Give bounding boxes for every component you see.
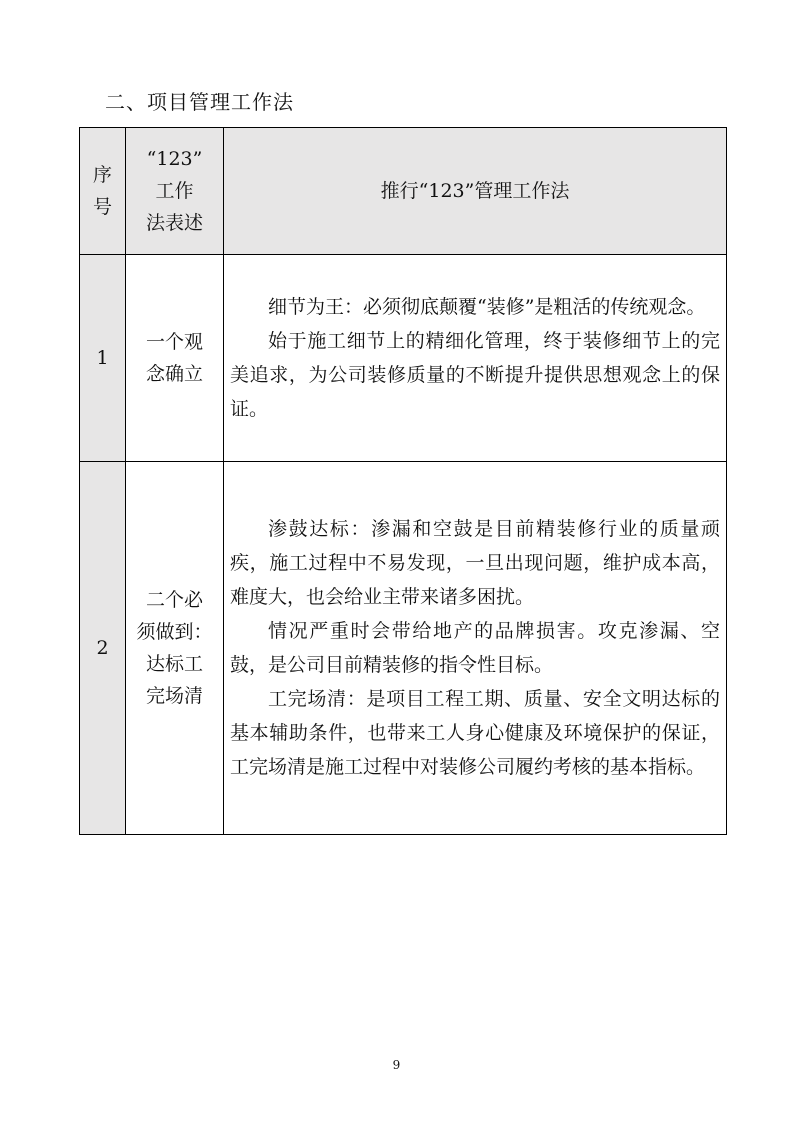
table-row [80,462,727,835]
row-seq: 2 [80,462,126,835]
work-method-table [79,127,727,835]
method-paragraph: 渗鼓达标：渗漏和空鼓是目前精装修行业的质量顽疾，施工过程中不易发现，一旦出现问题，维护成本高，难度大，也会给业主带来诸多困扰。 [230,518,720,608]
table-header-row [80,128,727,255]
method-paragraph: 工完场清：是项目工程工期、质量、安全文明达标的基本辅助条件，也带来工人身心健康及环境保护的保证，工完场清是施工过程中对装修公司履约考核的基本指标。 [230,688,720,778]
row-statement [126,255,224,462]
row-method [224,255,727,462]
method-paragraph: 始于施工细节上的精细化管理，终于装修细节上的完美追求，为公司装修质量的不断提升提供思想观念上的保证。 [230,330,720,420]
row-seq: 1 [80,255,126,462]
statement-line: 完场清 [145,685,203,707]
header-seq-line: 号 [92,196,112,218]
table-row [80,255,727,462]
section-heading: 二、项目管理工作法 [105,90,294,114]
row-method [224,462,727,835]
header-seq-line: 序 [92,164,112,186]
header-statement-line: 工作 [155,180,194,202]
row-statement [126,462,224,835]
statement-line: 念确立 [145,363,203,385]
method-paragraph: 细节为王：必须彻底颠覆“装修”是粗活的传统观念。 [268,296,706,318]
method-paragraph: 情况严重时会带给地产的品牌损害。攻克渗漏、空鼓，是公司目前精装修的指令性目标。 [230,620,720,676]
header-method: 推行“123”管理工作法 [224,128,727,255]
header-seq [80,128,126,255]
header-statement-line: “123” [146,148,203,170]
statement-line: 一个观 [145,331,203,353]
page-number: 9 [392,1058,401,1072]
statement-line: 须做到： [136,621,213,643]
header-statement-line: 法表述 [145,212,203,234]
statement-line: 二个必 [145,589,203,611]
header-statement [126,128,224,255]
statement-line: 达标工 [145,653,203,675]
